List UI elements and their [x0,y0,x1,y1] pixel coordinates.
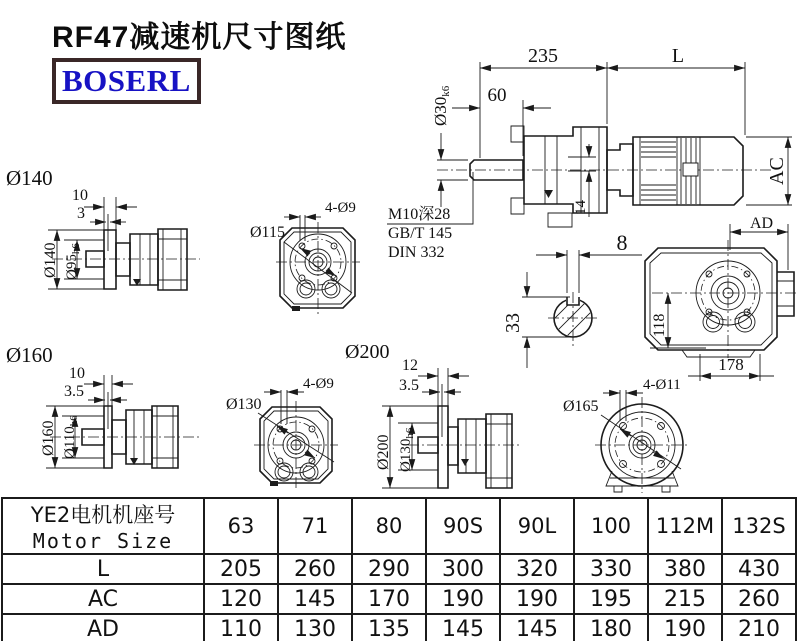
dim-key-width: 8 [616,230,628,255]
cell-AD-90S: 145 [426,614,500,641]
dimension-table [1,497,797,641]
table-row-AD [2,614,796,641]
variant-160-label: Ø160 [6,343,53,367]
dim-pilot-110: $Ø110_{h6}$ [62,415,80,459]
cell-L-112M: 380 [648,554,722,584]
note-standard-gbt: GB/T 145 [388,225,453,242]
cell-AC-80: 170 [352,584,426,614]
header-motor-size-cn: YE2电机机座号 [30,503,176,527]
dim-pilot-130: $Ø130_{h6}$ [398,427,416,472]
dim-bolt-circle-165: Ø165 [563,398,599,415]
variant-200-label: Ø200 [345,341,390,363]
cell-L-132S: 430 [722,554,796,584]
dim-60: 60 [487,85,507,106]
cell-AD-63: 110 [204,614,278,641]
dim-235: 235 [528,45,558,67]
row-label-L: L [2,554,204,584]
cell-AD-112M: 190 [648,614,722,641]
cell-L-90S: 300 [426,554,500,584]
dim-118: 118 [651,313,668,337]
dim-pilot-95: $Ø95_{h6}$ [64,243,82,280]
cell-AD-132S: 210 [722,614,796,641]
cell-AD-71: 130 [278,614,352,641]
dim-bolt-circle-130: Ø130 [226,396,262,413]
dim-AC: AC [766,157,788,185]
dim-L: L [671,45,685,67]
dim-key-height: 33 [502,313,524,333]
gearmotor-side-view [387,45,792,270]
row-label-AC: AC [2,584,204,614]
dim-holes-165: 4-Ø11 [643,377,681,393]
dim-flange-dia-140: Ø140 [42,242,59,278]
cell-L-71: 260 [278,554,352,584]
table-row-AC [2,584,796,614]
table-header-row [2,498,796,554]
flange-165-front-view [563,377,689,493]
flange-115-front-view [250,200,360,314]
note-standard-din: DIN 332 [388,244,445,261]
cell-AD-80: 135 [352,614,426,641]
dim-bolt-circle-115: Ø115 [250,224,285,241]
dim-3_5-200: 3.5 [399,377,419,394]
brand-logo: BOSERL [52,58,201,104]
note-tap: M10深28 [388,206,451,223]
cell-AC-63: 120 [204,584,278,614]
col-90L: 90L [500,498,574,554]
flange-200-side-view [345,341,522,488]
cell-AC-100: 195 [574,584,648,614]
table-row-L [2,554,796,584]
header-motor-size [2,498,204,554]
col-63: 63 [204,498,278,554]
dim-10-140: 10 [72,187,88,204]
shaft-keyway-section [502,230,642,368]
cell-L-100: 330 [574,554,648,584]
dim-AD: AD [750,215,774,232]
cell-AC-71: 145 [278,584,352,614]
cell-L-80: 290 [352,554,426,584]
col-90S: 90S [426,498,500,554]
flange-140-side-view [6,166,200,290]
col-71: 71 [278,498,352,554]
flange-160-side-view [6,343,200,468]
dim-flange-dia-200: Ø200 [375,434,392,470]
dim-flange-dia-160: Ø160 [40,420,57,456]
dim-10-160: 10 [69,365,85,382]
dim-14: 14 [573,200,589,215]
dim-3-140: 3 [77,205,85,222]
flange-130-front-view [226,376,338,491]
cell-AC-90L: 190 [500,584,574,614]
cell-AD-100: 180 [574,614,648,641]
dim-holes-130: 4-Ø9 [303,376,334,392]
col-132S: 132S [722,498,796,554]
col-80: 80 [352,498,426,554]
col-112M: 112M [648,498,722,554]
cell-AC-112M: 215 [648,584,722,614]
cell-AC-132S: 260 [722,584,796,614]
cell-L-63: 205 [204,554,278,584]
cell-AC-90S: 190 [426,584,500,614]
gearbox-back-view [645,240,797,381]
dim-178: 178 [718,355,744,374]
variant-140-label: Ø140 [6,166,53,190]
dim-shaft-dia: Ø30k6 [431,85,452,126]
col-100: 100 [574,498,648,554]
cell-L-90L: 320 [500,554,574,584]
dim-holes-115: 4-Ø9 [325,200,356,216]
dim-3_5-160: 3.5 [64,383,84,400]
header-motor-size-en: Motor Size [32,529,174,553]
dim-12-200: 12 [402,357,418,374]
row-label-AD: AD [2,614,204,641]
page-title: RF47减速机尺寸图纸 [52,21,347,54]
cell-AD-90L: 145 [500,614,574,641]
